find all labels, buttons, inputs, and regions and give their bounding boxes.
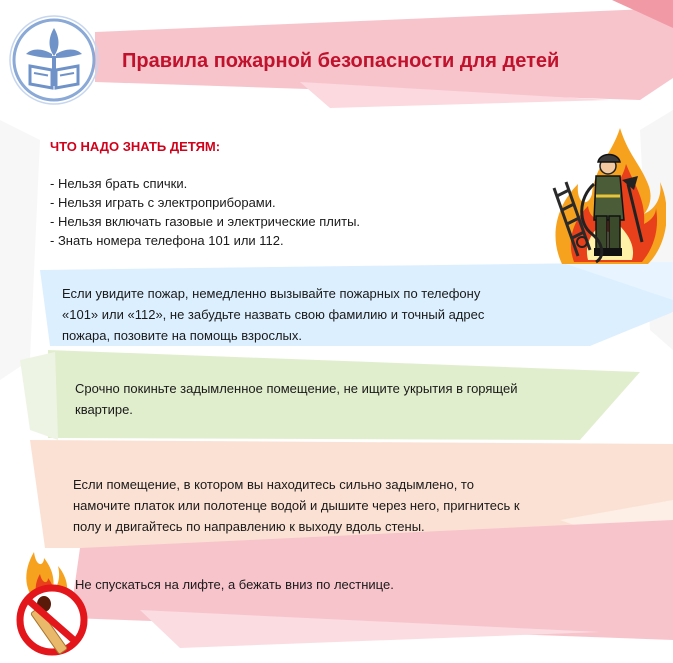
section-heading: ЧТО НАДО ЗНАТЬ ДЕТЯМ: <box>50 139 221 154</box>
paragraph-line: пожара, позовите на помощь взрослых. <box>62 328 302 343</box>
rule-item: - Нельзя брать спички. <box>50 176 188 191</box>
rule-item: - Нельзя включать газовые и электрические плиты. <box>50 214 361 229</box>
left-faint-wedge <box>0 120 40 380</box>
paragraph-line: Если увидите пожар, немедленно вызывайте пожарных по телефону <box>62 286 481 301</box>
paragraph-call-firefighters <box>62 283 582 346</box>
paragraph-line: «101» или «112», не забудьте назвать свою фамилию и точный адрес <box>62 307 485 322</box>
paragraph-smoke-advice <box>73 474 613 537</box>
paragraph-line: Срочно покиньте задымленное помещение, не ищите укрытия в горящей <box>75 381 518 396</box>
paragraph-leave-room <box>75 378 595 420</box>
rule-item: - Нельзя играть с электроприборами. <box>50 195 276 210</box>
paragraph-line: намочите платок или полотенце водой и дышите через него, пригнитесь к <box>73 498 520 513</box>
green-band-left <box>20 352 58 440</box>
education-logo-icon <box>8 14 100 106</box>
paragraph-line: квартире. <box>75 402 133 417</box>
rules-list <box>50 174 360 250</box>
no-matches-icon <box>10 544 100 658</box>
paragraph-line: Если помещение, в котором вы находитесь сильно задымлено, то <box>73 477 474 492</box>
paragraph-line: полу и двигайтесь по направлению к выходу вдоль стены. <box>73 519 425 534</box>
firefighter-icon <box>548 124 666 268</box>
rule-item: - Знать номера телефона 101 или 112. <box>50 233 284 248</box>
page-title: Правила пожарной безопасности для детей <box>122 50 560 72</box>
paragraph-no-elevator <box>75 574 595 595</box>
paragraph-line: Не спускаться на лифте, а бежать вниз по лестнице. <box>75 577 394 592</box>
